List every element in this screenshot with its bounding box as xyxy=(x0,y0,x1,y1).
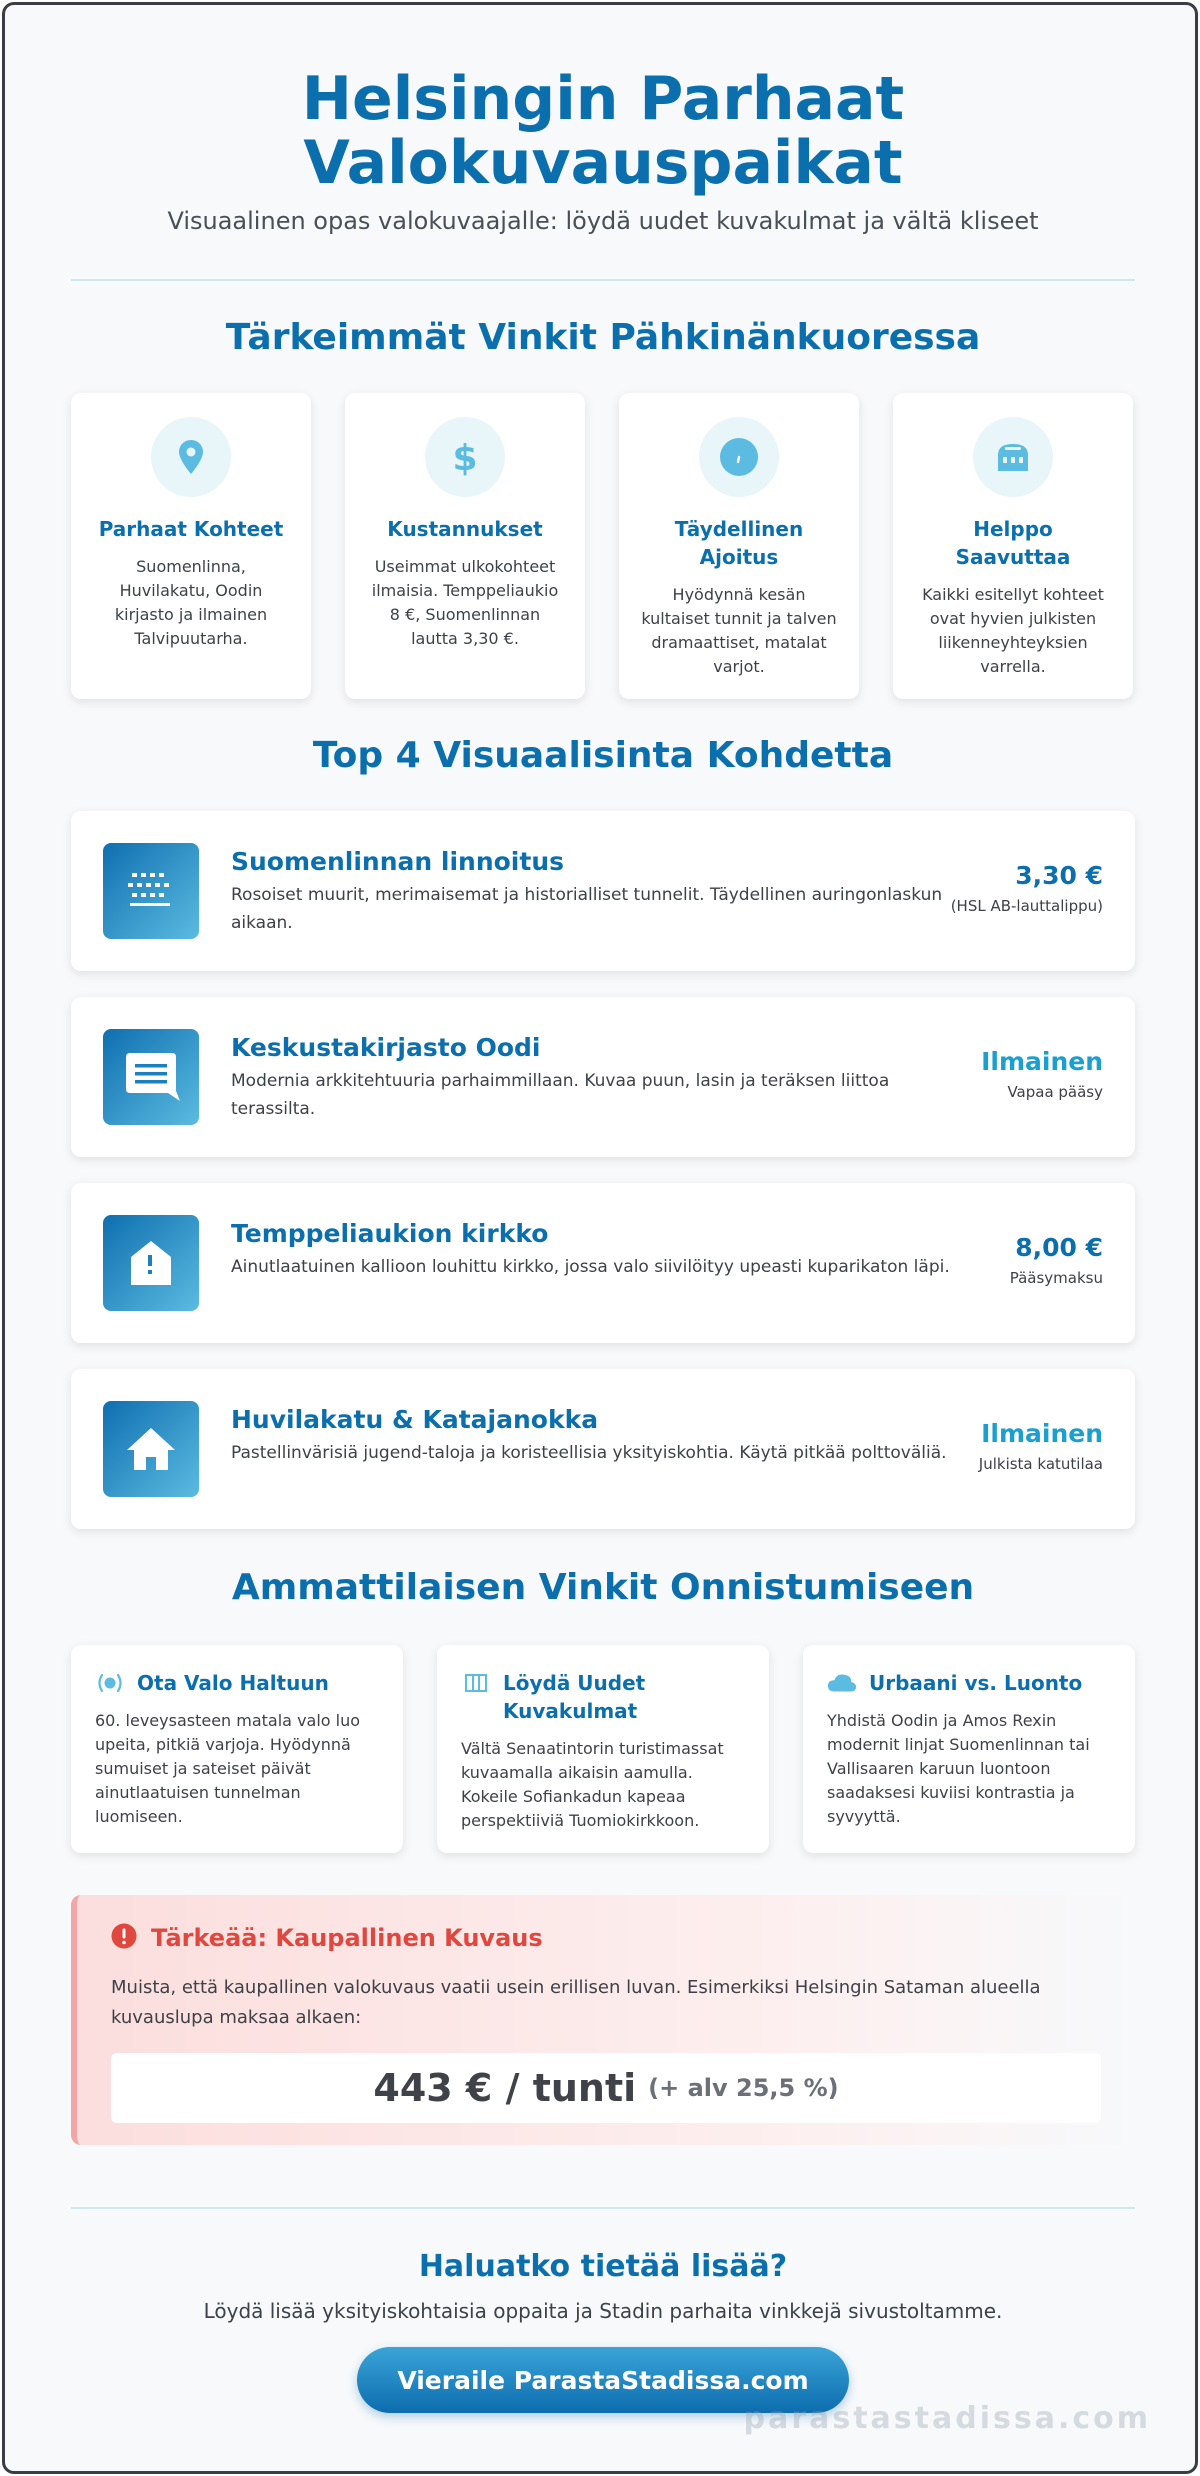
cloud-icon xyxy=(827,1669,857,1697)
clock-icon xyxy=(699,417,779,497)
location-card-oodi xyxy=(71,997,1135,1157)
pro-tip-title: Ota Valo Haltuun xyxy=(137,1671,329,1695)
location-price: Ilmainen xyxy=(981,1419,1103,1448)
transit-icon xyxy=(973,417,1053,497)
page-subtitle: Visuaalinen opas valokuvaajalle: löydä uudet kuvakulmat ja vältä kliseet xyxy=(167,207,1039,235)
location-description: Modernia arkkitehtuuria parhaimmillaan. Kuvaa puun, lasin ja teräksen liittoa terassilta. xyxy=(231,1071,890,1119)
tip-title: Helppo Saavuttaa xyxy=(955,517,1071,569)
footer-title: Haluatko tietää lisää? xyxy=(418,2249,788,2284)
location-price: 8,00 € xyxy=(1015,1233,1103,1262)
location-price: Ilmainen xyxy=(981,1047,1103,1076)
location-name: Huvilakatu & Katajanokka xyxy=(231,1405,599,1434)
svg-text:$: $ xyxy=(452,438,478,477)
church-icon xyxy=(103,1215,199,1311)
permit-price-note: (+ alv 25,5 %) xyxy=(648,2074,839,2102)
house-icon xyxy=(103,1401,199,1497)
pro-tip-text: Yhdistä Oodin ja Amos Rexin modernit linjat Suomenlinnan tai Vallisaaren karuun luontoon saadaksesi kuviisi kontrastia ja syvyyttä. xyxy=(827,1711,1090,1826)
tip-card-timing xyxy=(619,393,859,699)
page-title-line2: Valokuvauspaikat xyxy=(303,128,903,198)
pro-tip-urban-nature xyxy=(803,1645,1135,1853)
quick-tips-heading: Tärkeimmät Vinkit Pähkinänkuoressa xyxy=(225,317,981,358)
location-price: 3,30 € xyxy=(1015,861,1103,890)
warning-title: Tärkeää: Kaupallinen Kuvaus xyxy=(151,1924,543,1952)
sun-icon xyxy=(95,1669,125,1697)
location-description: Ainutlaatuinen kallioon louhittu kirkko, jossa valo siivilöityy upeasti kuparikaton läpi. xyxy=(231,1257,950,1277)
tip-card-access xyxy=(893,393,1133,699)
pro-tips-heading: Ammattilaisen Vinkit Onnistumiseen xyxy=(231,1567,975,1608)
tip-card-costs xyxy=(345,393,585,699)
tip-title: Kustannukset xyxy=(387,517,543,541)
top-locations-heading: Top 4 Visuaalisinta Kohdetta xyxy=(312,735,894,776)
pro-tip-text: Vältä Senaatintorin turistimassat kuvaamalla aikaisin aamulla. Kokeile Sofiankadun kapeaa perspektiiviä Tuomiokirkkoon. xyxy=(461,1739,724,1830)
location-price-note: Julkista katutilaa xyxy=(978,1455,1103,1473)
location-name: Suomenlinnan linnoitus xyxy=(231,847,564,876)
location-description: Rosoiset muurit, merimaisemat ja historialliset tunnelit. Täydellinen auringonlaskun aikaan. xyxy=(231,885,943,933)
page-frame xyxy=(2,2,1198,2474)
permit-price-box xyxy=(111,2053,1101,2123)
pro-tip-light xyxy=(71,1645,403,1853)
columns-icon xyxy=(461,1669,491,1697)
map-pin-icon xyxy=(151,417,231,497)
pro-tip-title: Urbaani vs. Luonto xyxy=(869,1671,1083,1695)
pro-tip-title: Löydä Uudet Kuvakulmat xyxy=(503,1671,646,1723)
location-name: Temppeliaukion kirkko xyxy=(231,1219,549,1248)
alert-icon xyxy=(111,1923,137,1953)
permit-price: 443 € / tunti xyxy=(373,2066,637,2110)
tip-text: Useimmat ulkokohteet ilmaisia. Temppeliaukio 8 €, Suomenlinnan lautta 3,30 €. xyxy=(371,557,559,648)
pro-tip-text: 60. leveysasteen matala valo luo upeita, pitkiä varjoja. Hyödynnä sumuiset ja sateiset päivät ainutlaatuisen tunnelman luomiseen. xyxy=(95,1711,361,1826)
header-divider xyxy=(71,279,1135,281)
location-card-suomenlinna xyxy=(71,811,1135,971)
location-name: Keskustakirjasto Oodi xyxy=(231,1033,541,1062)
tip-text: Suomenlinna, Huvilakatu, Oodin kirjasto ja ilmainen Talvipuutarha. xyxy=(114,557,268,648)
footer-text: Löydä lisää yksityiskohtaisia oppaita ja Stadin parhaita vinkkejä sivustoltamme. xyxy=(203,2299,1003,2323)
watermark: parastastadissa.com xyxy=(743,2401,1151,2436)
location-card-temppeliaukio xyxy=(71,1183,1135,1343)
tip-text: Kaikki esitellyt kohteet ovat hyvien julkisten liikenneyhteyksien varrella. xyxy=(922,585,1104,676)
location-price-note: Pääsymaksu xyxy=(1009,1269,1103,1287)
library-icon xyxy=(103,1029,199,1125)
warning-text: Muista, että kaupallinen valokuvaus vaatii usein erillisen luvan. Esimerkiksi Helsingin Sataman alueella kuvauslupa maksaa alkaen: xyxy=(111,1977,1041,2028)
tip-text: Hyödynnä kesän kultaiset tunnit ja talven dramaattiset, matalat varjot. xyxy=(641,585,837,676)
location-price-note: (HSL AB-lauttalippu) xyxy=(950,897,1103,915)
location-card-huvilakatu xyxy=(71,1369,1135,1529)
location-price-note: Vapaa pääsy xyxy=(1007,1083,1103,1101)
tip-card-best-spots xyxy=(71,393,311,699)
pro-tip-angles xyxy=(437,1645,769,1853)
tip-title: Täydellinen Ajoitus xyxy=(674,517,804,569)
commercial-warning-box xyxy=(71,1895,1135,2145)
fortress-icon xyxy=(103,843,199,939)
page-title xyxy=(5,64,1198,198)
visit-site-button[interactable]: Vieraile ParastaStadissa.com xyxy=(357,2347,849,2413)
footer-divider xyxy=(71,2207,1135,2209)
page-title-line1: Helsingin Parhaat xyxy=(301,64,905,134)
tip-title: Parhaat Kohteet xyxy=(98,517,284,541)
dollar-icon xyxy=(425,417,505,497)
location-description: Pastellinvärisiä jugend-taloja ja koristeellisia yksityiskohtia. Käytä pitkää polttoväliä. xyxy=(231,1443,947,1463)
